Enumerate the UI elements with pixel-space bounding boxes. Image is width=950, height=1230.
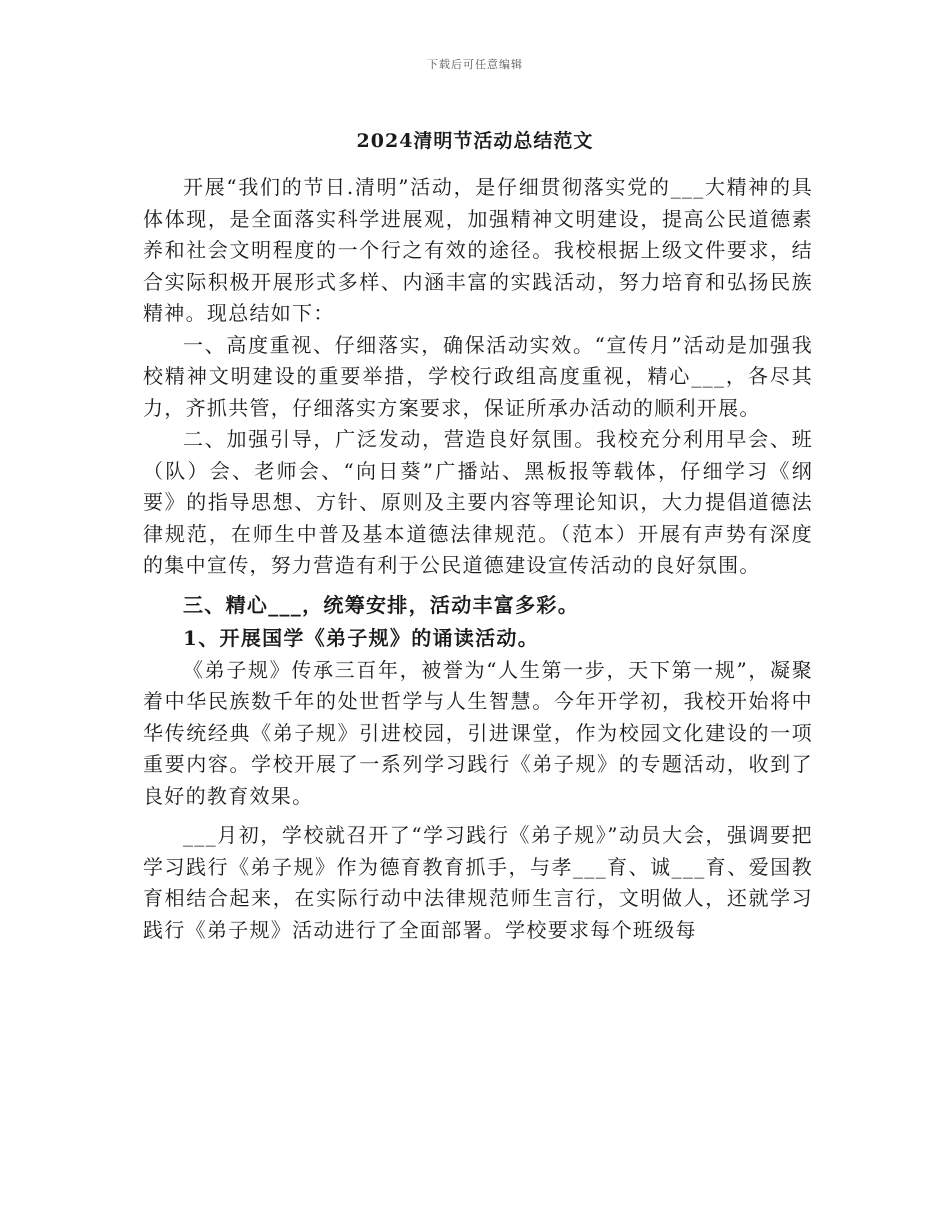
paragraph-section-2: 二、加强引导，广泛发动，营造良好氛围。我校充分利用早会、班（队）会、老师会、“向日葵”广播站、黑板报等载体，仔细学习《纲要》的指导思想、方针、原则及主要内容等理论知识，大力提倡道德法律规范，在师生中普及基本道德法律规范。（范本）开展有声势有深度的集中宣传，努力营造有利于公民道德建设宣传活动的良好氛围。 bbox=[143, 427, 813, 577]
paragraph-dizigui: 《弟子规》传承三百年，被誉为“人生第一步，天下第一规”，凝聚着中华民族数千年的处世哲学与人生智慧。今年开学初，我校开始将中华传统经典《弟子规》引进校园，引进课堂，作为校园文化建设的一项重要内容。学校开展了一系列学习践行《弟子规》的专题活动，收到了良好的教育效果。 bbox=[143, 657, 813, 808]
document-title: 2024清明节活动总结范文 bbox=[356, 130, 594, 152]
heading-subsection-1: 1、开展国学《弟子规》的诵读活动。 bbox=[183, 626, 540, 650]
header-note: 下载后可任意编辑 bbox=[427, 58, 523, 71]
paragraph-mobilization: ___月初，学校就召开了“学习践行《弟子规》”动员大会，强调要把学习践行《弟子规》作为德育教育抓手，与孝___育、诚___育、爱国教育相结合起来，在实际行动中法律规范师生言行，文明做人，还就学习践行《弟子规》活动进行了全面部署。学校要求每个班级每 bbox=[143, 823, 813, 942]
document-body bbox=[143, 172, 813, 946]
paragraph-section-1: 一、高度重视、仔细落实，确保活动实效。“宣传月”活动是加强我校精神文明建设的重要举措，学校行政组高度重视，精心___，各尽其力，齐抓共管，仔细落实方案要求，保证所承办活动的顺利开展。 bbox=[143, 332, 813, 420]
paragraph-intro: 开展“我们的节日.清明”活动，是仔细贯彻落实党的___大精神的具体体现，是全面落实科学进展观，加强精神文明建设，提高公民道德素养和社会文明程度的一个行之有效的途径。我校根据上级文件要求，结合实际积极开展形式多样、内涵丰富的实践活动，努力培育和弘扬民族精神。现总结如下： bbox=[143, 175, 813, 325]
heading-section-3: 三、精心___，统筹安排，活动丰富多彩。 bbox=[183, 592, 579, 617]
